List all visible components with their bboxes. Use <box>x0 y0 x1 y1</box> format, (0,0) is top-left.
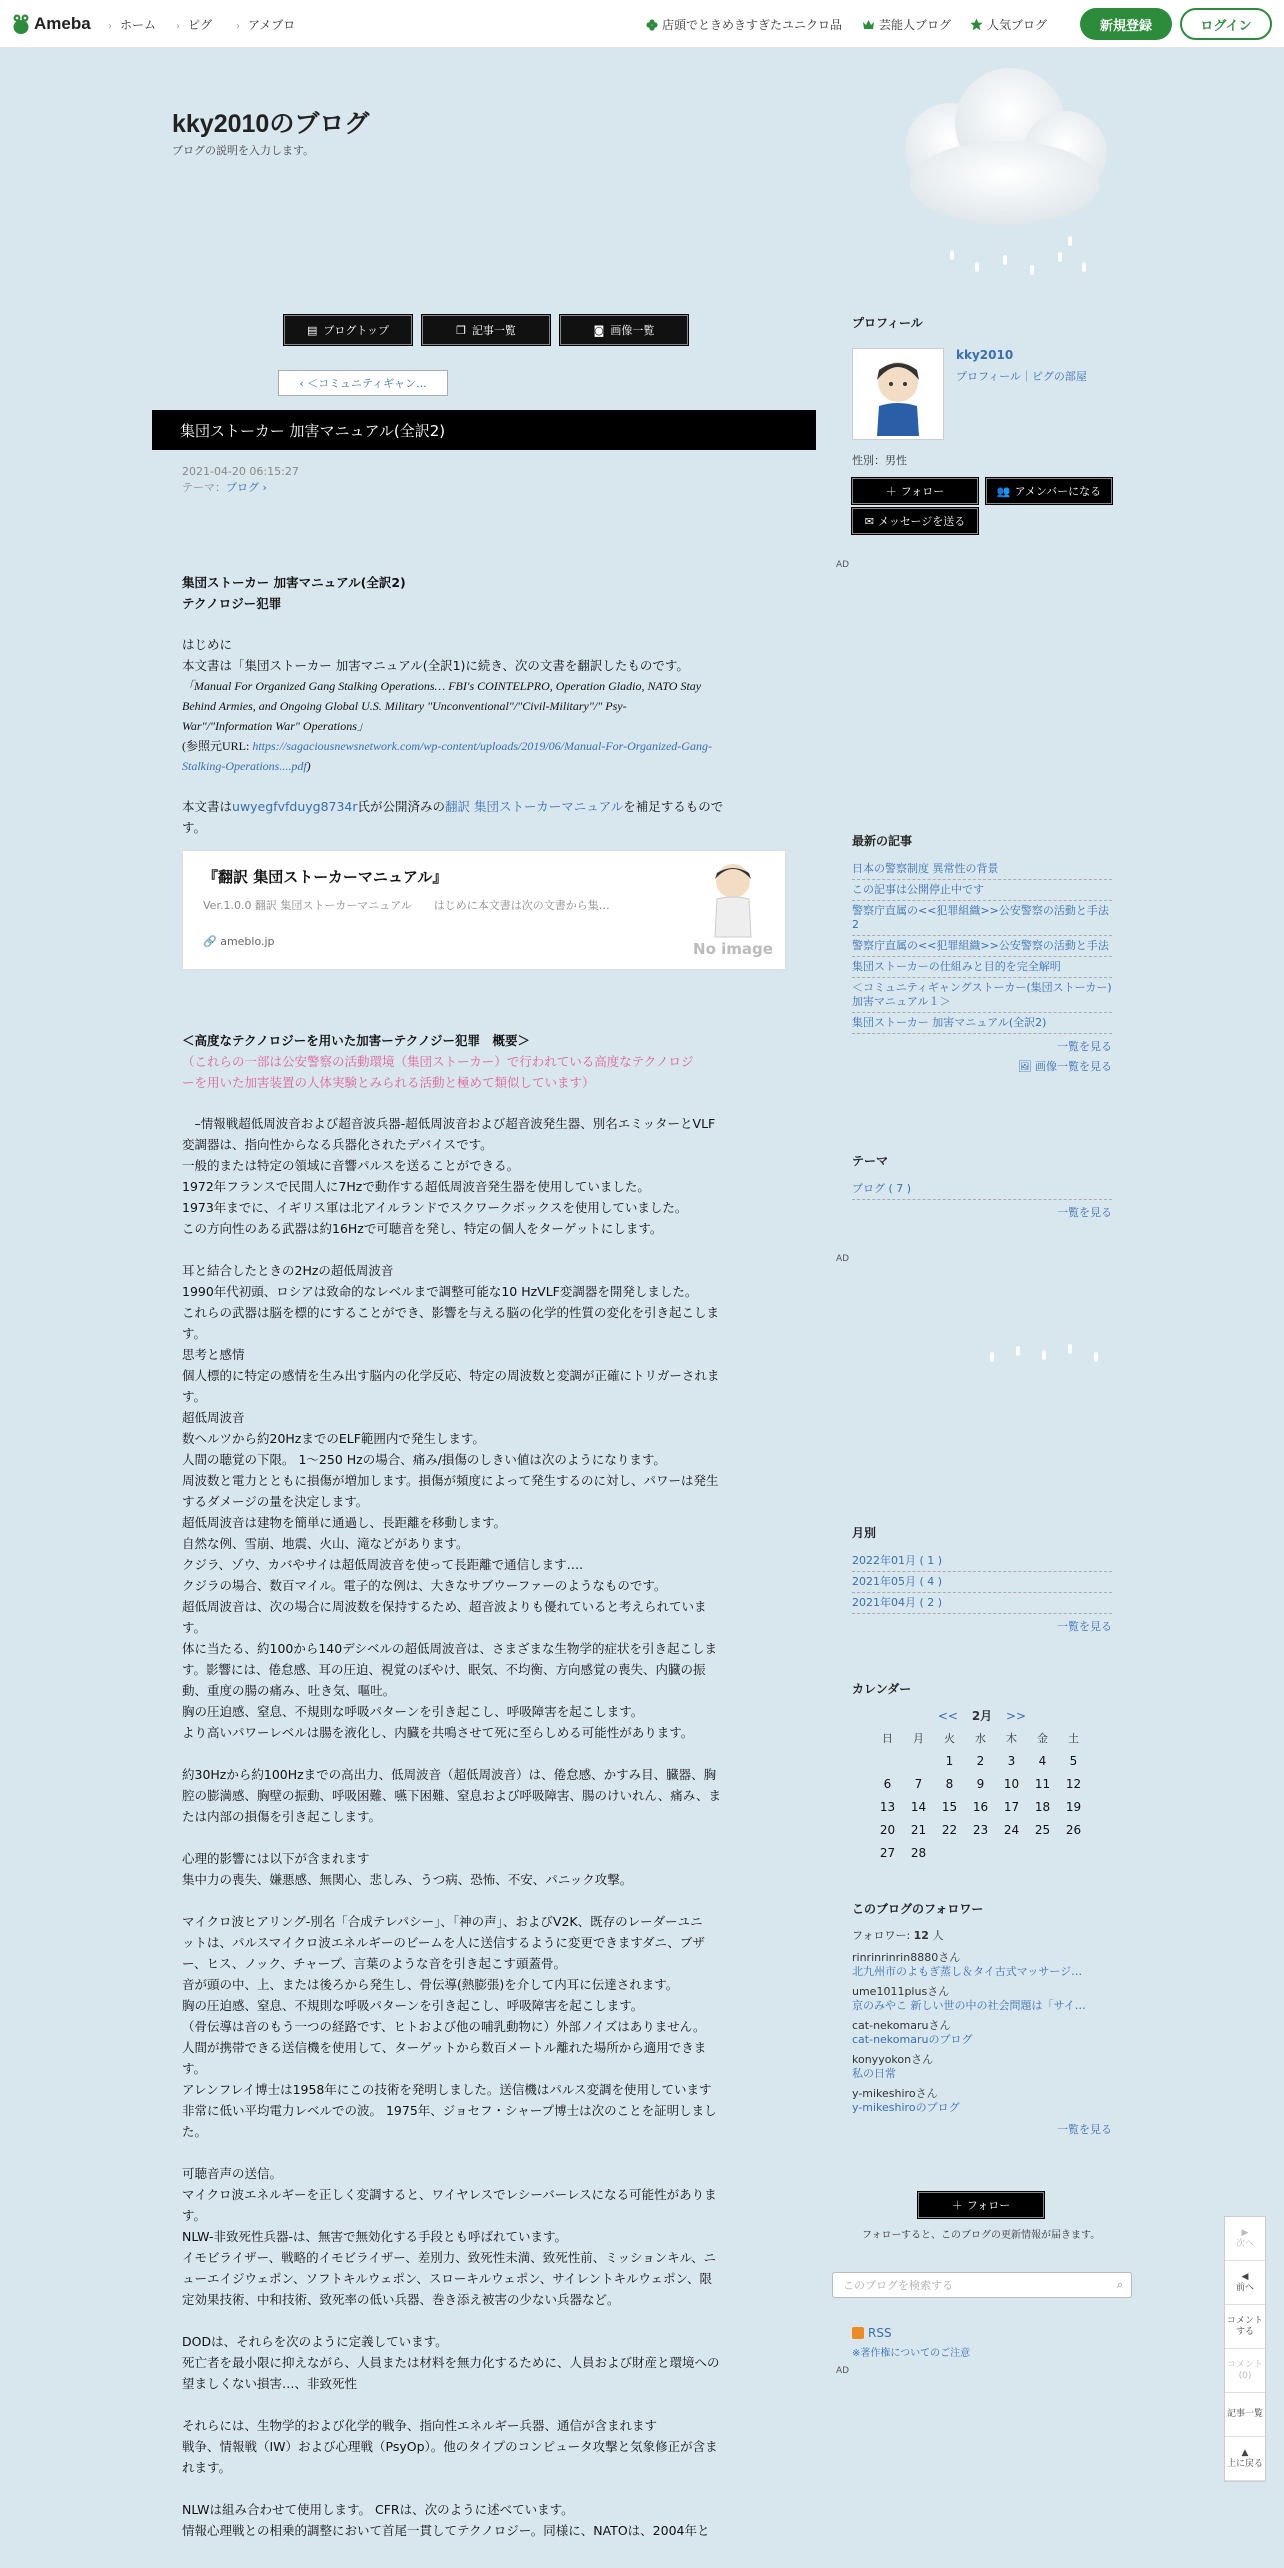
raindrop <box>1058 252 1062 262</box>
popular-blog-label: 人気ブログ <box>987 18 1048 32</box>
raindrop <box>1082 262 1086 272</box>
article-line: マイクロ波ヒアリング-別名「合成テレパシー」、「神の声」、およびV2K、既存のレーダーユニ <box>182 1914 703 1929</box>
calendar-day: 23 <box>972 1822 989 1837</box>
calendar-heading: カレンダー <box>852 1682 912 1696</box>
calendar-day: 9 <box>976 1776 985 1791</box>
calendar-day: 13 <box>879 1799 896 1814</box>
mail-icon: ✉ <box>864 514 874 528</box>
monthly-section <box>852 1524 1112 1634</box>
section-note: （これらの一部は公安警察の活動環境（集団ストーカー）で行われている高度なテクノロジ <box>182 1054 694 1069</box>
article-heading: 集団ストーカー 加害マニュアル(全訳2) <box>182 575 406 590</box>
article-line: 耳と結合したときの2Hzの超低周波音 <box>182 1263 394 1278</box>
followers-more-link[interactable]: 一覧を見る <box>1057 2123 1112 2136</box>
previous-post-link[interactable] <box>278 370 448 396</box>
rss-link[interactable] <box>852 2326 892 2340</box>
calendar-day: 22 <box>941 1822 958 1837</box>
follower-name[interactable]: y-mikeshiroさん <box>852 2087 938 2100</box>
card-domain-label: ameblo.jp <box>220 935 275 948</box>
calendar-weekday: 火 <box>944 1731 955 1745</box>
article-line: 変調器は、指向性からなる兵器化されたデバイスです。 <box>182 1137 493 1152</box>
article-line: す。 <box>182 1620 207 1635</box>
month-item-link[interactable]: 2021年04月 ( 2 ) <box>852 1593 1112 1614</box>
article-line: 非常に低い平均電力レベルでの波。 1975年、ジョセフ・シャープ博士は次のことを証明しまし <box>182 2103 717 2118</box>
article-line: 腔の膨満感、胸壁の振動、呼吸困難、嚥下困難、窒息および呼吸障害、腸のけいれん、痛み、ま <box>182 1788 722 1803</box>
floating-navigation <box>1224 2216 1266 2482</box>
followers-section <box>852 1900 1112 2137</box>
message-label: メッセージを送る <box>877 515 966 528</box>
section-title: ＜高度なテクノロジーを用いた加害ーテクノジー犯罪 概要＞ <box>182 1033 531 1048</box>
article-list-label: 記事一覧 <box>471 324 516 337</box>
calendar-day: 12 <box>1065 1776 1082 1791</box>
english-title-line: 「Manual For Organized Gang Stalking Operations… FBI's COINTELPRO, Operation Gladio, NATO Stay <box>182 679 702 693</box>
card-title: 『翻訳 集団ストーカーマニュアル』 <box>203 868 448 886</box>
article-line: 可聴音声の送信。 <box>182 2166 283 2181</box>
article-line: す。 <box>182 1389 207 1404</box>
calendar-day: 14 <box>910 1799 927 1814</box>
follower-blog-link[interactable]: 京のみやこ 新しい世の中の社会問題は「サイ… <box>852 1999 1086 2012</box>
calendar-day: 25 <box>1034 1822 1051 1837</box>
theme-item-link[interactable]: ブログ ( 7 ) <box>852 1179 1112 1200</box>
raindrop <box>975 262 979 272</box>
article-line <box>182 1743 786 1764</box>
previous-label: 前へ <box>1235 2282 1254 2293</box>
article-line: す。 <box>182 1326 207 1341</box>
calendar-day: 10 <box>1003 1776 1020 1791</box>
rss-label: RSS <box>868 2326 892 2340</box>
article-line: 一般的または特定の領域に音響パルスを送ることができる。 <box>182 1158 520 1173</box>
clover-icon <box>646 19 658 31</box>
article-line: 個人標的に特定の感情を生み出す脳内の化学反応、特定の周波数と変調が正確にトリガーされま <box>182 1368 720 1383</box>
calendar-day: 16 <box>972 1799 989 1814</box>
back-to-top-button[interactable] <box>1225 2437 1265 2481</box>
article-line: DODは、それらを次のように定義しています。 <box>182 2334 448 2349</box>
article-line <box>182 1239 786 1260</box>
raindrop <box>990 1352 994 1362</box>
reference-label: (参照元URL: <box>182 739 253 753</box>
blog-description: ブログの説明を入力します。 <box>172 144 315 157</box>
english-title-line: Behind Armies, and Ongoing Global U.S. Military "Unconventional"/"Civil-Military"/" Psy- <box>182 699 627 713</box>
recent-post-link[interactable]: ＜コミュニティギャングストーカー(集団ストーカー)加害マニュアル１＞ <box>852 978 1112 1013</box>
follower-name[interactable]: ume1011plusさん <box>852 1985 950 1998</box>
article-line <box>182 2142 786 2163</box>
calendar-day: 27 <box>879 1845 896 1860</box>
link-icon: 🔗 <box>203 935 217 948</box>
previous-arrow-icon: ◀ <box>1241 2271 1249 2282</box>
article-list-float-label: 記事一覧 <box>1226 2409 1263 2419</box>
recent-post-link[interactable]: 集団ストーカーの仕組みと目的を完全解明 <box>852 957 1112 978</box>
raindrop <box>1030 265 1034 275</box>
celebrity-blog-label: 芸能人ブログ <box>879 18 952 32</box>
article-list-float-button[interactable] <box>1225 2393 1265 2437</box>
celebrity-blog-link[interactable] <box>862 16 951 33</box>
article-line: 望ましくない損害…、非致死性 <box>182 2376 358 2391</box>
comment-count-button[interactable] <box>1225 2349 1265 2393</box>
theme-section <box>852 1152 1112 1220</box>
chevron-left-icon: ‹ <box>299 376 308 390</box>
reference-url-link[interactable]: Stalking-Operations....pdf <box>182 759 307 773</box>
plus-icon: ＋ <box>885 485 897 498</box>
theme-link[interactable]: ブログ <box>226 481 259 494</box>
article-line: 自然な例、雪崩、地震、火山、滝などがあります。 <box>182 1536 469 1551</box>
blog-top-label: ブログトップ <box>323 324 390 337</box>
calendar-weekday: 金 <box>1037 1731 1048 1745</box>
calendar-month: 2月 <box>971 1709 993 1723</box>
recent-post-link[interactable]: 警察庁直属の<<犯罪組織>>公安警察の活動と手法2 <box>852 901 1112 936</box>
cloud-decoration <box>880 68 1130 248</box>
star-icon <box>970 18 983 31</box>
author-link[interactable]: uwyegfvfduyg8734r <box>232 799 358 814</box>
article-line: 人間が携帯できる送信機を使用して、ターゲットから数百メートル離れた場所から適用できま <box>182 2040 707 2055</box>
follower-item <box>852 2053 1112 2081</box>
article-line: するダメージの量を決定します。 <box>182 1494 369 1509</box>
nav-pigg[interactable] <box>176 16 212 33</box>
calendar-day: 21 <box>910 1822 927 1837</box>
image-list-link[interactable]: 画像一覧を見る <box>1035 1060 1112 1073</box>
calendar-weekday: 日 <box>882 1731 893 1745</box>
raindrop <box>1016 1346 1020 1356</box>
article-line <box>182 1827 786 1848</box>
post-meta <box>182 464 299 496</box>
copyright-link[interactable]: ※著作権についてのご注意 <box>852 2348 971 2359</box>
article-line: クジラの場合、数百マイル。電子的な例は、大きなサブウーファーのようなものです。 <box>182 1578 667 1593</box>
article-line: これらの武器は脳を標的にすることができ、影響を与える脳の化学的性質の変化を引き起こしま <box>182 1305 720 1320</box>
calendar-month-nav <box>852 1707 1112 1724</box>
logo-text: Ameba <box>34 14 91 33</box>
calendar-day: 19 <box>1065 1799 1082 1814</box>
follower-blog-link[interactable]: y-mikeshiroのブログ <box>852 2101 960 2114</box>
message-button[interactable] <box>852 508 978 534</box>
image-list-label: 画像一覧 <box>610 324 655 337</box>
intro-text: 本文書は「集団ストーカー 加害マニュアル(全訳1)に続き、次の文書を翻訳したものです。 <box>182 658 689 673</box>
image-icon: 🖼 <box>1017 1060 1032 1073</box>
article-line: 死亡者を最小限に抑えながら、人員または材料を無力化するために、人員および財産と環境への <box>182 2355 720 2370</box>
article-line: 集中力の喪失、嫌悪感、無関心、悲しみ、うつ病、恐怖、不安、パニック攻撃。 <box>182 1872 633 1887</box>
previous-post-button[interactable] <box>1225 2261 1265 2305</box>
monthly-heading: 月別 <box>852 1526 877 1540</box>
comment-button[interactable] <box>1225 2305 1265 2349</box>
followers-list <box>852 1951 1112 2115</box>
back-to-top-label: 上に戻る <box>1226 2458 1263 2469</box>
supplement-text: を補足するもので <box>623 799 724 814</box>
chevron-right-icon: › <box>236 21 240 32</box>
follower-item <box>852 1985 1112 2013</box>
blog-title[interactable]: kky2010のブログ <box>172 110 370 138</box>
article-line: 1972年フランスで民間人に7Hzで動作する超低周波音発生器を使用していました。 <box>182 1179 650 1194</box>
calendar-weekday: 月 <box>913 1731 924 1745</box>
article-line: マイクロ波エネルギーを正しく変調すると、ワイヤレスでレシーバーレスになる可能性がありま <box>182 2187 717 2202</box>
blog-top-button[interactable] <box>284 315 412 345</box>
profile-username[interactable]: kky2010 <box>956 348 1014 362</box>
card-thumbnail <box>683 859 783 963</box>
raindrop <box>1042 1350 1046 1360</box>
recent-post-link[interactable]: 集団ストーカー 加害マニュアル(全訳2) <box>852 1013 1112 1034</box>
follower-blog-link[interactable]: cat-nekomaruのブログ <box>852 2033 973 2046</box>
article-paragraphs <box>182 1113 786 2562</box>
comment-count-label: コメント(0) <box>1226 2359 1263 2381</box>
raindrop <box>1068 236 1072 246</box>
sidebar-follow-label: フォロー <box>966 2199 1011 2212</box>
ad-label: AD <box>836 2366 850 2376</box>
calendar-next[interactable]: >> <box>1006 1709 1027 1723</box>
calendar-weekday: 土 <box>1068 1731 1079 1745</box>
search-icon[interactable]: ⌕ <box>1116 2278 1123 2291</box>
nav-pigg-label: ピグ <box>188 18 213 32</box>
supplement-text: 氏が公開済みの <box>357 799 446 814</box>
next-arrow-icon: ▶ <box>1241 2227 1249 2238</box>
comment-label: コメントする <box>1226 2315 1263 2337</box>
article-line: NLWは組み合わせて使用します。 CFRは、次のように述べています。 <box>182 2502 574 2517</box>
ad-label: AD <box>836 560 850 570</box>
article-line: 人間の聴覚の下限。 1〜250 Hzの場合、痛み/損傷のしきい値は次のようになります。 <box>182 1452 666 1467</box>
ameba-logo[interactable] <box>12 12 91 36</box>
image-list-button[interactable] <box>560 315 688 345</box>
article-line: 動、重度の腸の痛み、吐き気、嘔吐。 <box>182 1683 396 1698</box>
avatar-placeholder-icon <box>703 859 763 939</box>
followers-heading: このブログのフォロワー <box>852 1902 984 1916</box>
document-icon: ▤ <box>306 323 318 337</box>
calendar-weekday: 木 <box>1006 1731 1017 1745</box>
article-line <box>182 2541 786 2562</box>
article-line <box>182 2310 786 2331</box>
calendar-prev[interactable]: << <box>937 1709 958 1723</box>
chevron-right-icon: › <box>259 481 267 494</box>
followers-count-value: 12 <box>913 1929 929 1942</box>
calendar-day <box>965 1841 996 1864</box>
previous-post-label: ＜コミュニティギャン... <box>307 377 427 390</box>
article-line: 思考と感情 <box>182 1347 245 1362</box>
article-line: 超低周波音 <box>182 1410 245 1425</box>
intro-heading: はじめに <box>182 637 233 652</box>
article-line: た。 <box>182 2124 208 2139</box>
article-body <box>182 572 786 2562</box>
article-line: たは内部の損傷を引き起こします。 <box>182 1809 382 1824</box>
article-list-button[interactable] <box>422 315 550 345</box>
recent-post-link[interactable]: 警察庁直属の<<犯罪組織>>公安警察の活動と手法 <box>852 936 1112 957</box>
supplement-text: 本文書は <box>182 799 233 814</box>
nav-ameblo[interactable] <box>236 16 295 33</box>
nav-home[interactable] <box>108 16 156 33</box>
article-line: イモビライザー、戦略的イモビライザー、差別力、致死性未満、致死性前、ミッションキル、ニ <box>182 2250 717 2265</box>
article-line: ットは、パルスマイクロ波エネルギーのビームを人に送信するように変更できますダニ、ブザ <box>182 1935 705 1950</box>
search-placeholder: このブログを検索する <box>843 2279 953 2292</box>
crown-icon <box>862 19 875 30</box>
popular-blog-link[interactable] <box>970 16 1047 33</box>
article-line: 体に当たる、約100から140デシベルの超低周波音は、さまざまな生物学的症状を引き起こしま <box>182 1641 717 1656</box>
calendar-day: 11 <box>1034 1776 1051 1791</box>
post-title[interactable]: 集団ストーカー 加害マニュアル(全訳2) <box>152 410 816 450</box>
article-line: 情報心理戦との相乗的調整において首尾一貫してテクノロジー。同様に、NATOは、2004年と <box>182 2523 710 2538</box>
calendar-day <box>1058 1841 1089 1864</box>
supplement-text: す。 <box>182 820 207 835</box>
article-line: 胸の圧迫感、窒息、不規則な呼吸パターンを引き起こし、呼吸障害を起こします。 <box>182 1704 644 1719</box>
article-line <box>182 1890 786 1911</box>
post-date: 2021-04-20 06:15:27 <box>182 465 299 478</box>
next-post-button[interactable] <box>1225 2217 1265 2261</box>
followers-count-label: フォロワー: <box>852 1929 914 1942</box>
raindrop <box>1003 255 1007 265</box>
theme-label: テーマ： <box>182 481 226 494</box>
article-line: 数ヘルツから約20HzまでのELF範囲内で発生します。 <box>182 1431 485 1446</box>
sidebar-follow-button[interactable] <box>918 2192 1044 2218</box>
follower-name[interactable]: konyyokonさん <box>852 2053 934 2066</box>
follow-note: フォローすると、このブログの更新情報が届きます。 <box>862 2230 1101 2241</box>
article-line: それらには、生物学的および化学的戦争、指向性エネルギー兵器、通信が含まれます <box>182 2418 658 2433</box>
calendar-day: 20 <box>879 1822 896 1837</box>
raindrop <box>1068 1344 1072 1354</box>
article-line: アレンフレイ博士は1958年にこの技術を発明しました。送信機はパルス変調を使用しています <box>182 2082 712 2097</box>
follower-blog-link[interactable]: 北九州市のよもぎ蒸し＆タイ古式マッサージ… <box>852 1965 1083 1978</box>
up-arrow-icon: ▲ <box>1241 2447 1249 2458</box>
article-line: 音が頭の中、上、または後ろから発生し、骨伝導(熱膨張)を介して内耳に伝達されます。 <box>182 1977 679 1992</box>
article-line: より高いパワーレベルは腸を液化し、内臓を共鳴させて死に至らしめる可能性があります。 <box>182 1725 694 1740</box>
manual-link[interactable]: 翻訳 集団ストーカーマニュアル <box>445 799 624 814</box>
plus-icon: ＋ <box>951 2199 963 2212</box>
top-navigation-bar <box>0 0 1284 48</box>
ameba-frog-icon <box>12 13 30 35</box>
calendar-section <box>852 1680 1112 1864</box>
calendar-day: 18 <box>1034 1799 1051 1814</box>
calendar-day: 26 <box>1065 1822 1082 1837</box>
article-line: この方向性のある武器は約16Hzで可聴音を発し、特定の個人をターゲットにします。 <box>182 1221 663 1236</box>
article-line: 1990年代初頭、ロシアは致命的なレベルまで調整可能な10 HzVLF変調器を開発しました。 <box>182 1284 698 1299</box>
month-item-link[interactable]: 2021年05月 ( 4 ) <box>852 1572 1112 1593</box>
follower-blog-link[interactable]: 私の日常 <box>852 2067 896 2080</box>
nav-ameblo-label: アメブロ <box>248 18 296 32</box>
recent-posts-list <box>852 859 1112 1034</box>
follower-item <box>852 2087 1112 2115</box>
copy-icon: ❐ <box>456 323 466 337</box>
monthly-more-link[interactable]: 一覧を見る <box>1057 1620 1112 1633</box>
calendar-day: 4 <box>1038 1753 1047 1768</box>
nav-home-label: ホーム <box>120 18 157 32</box>
profile-links[interactable]: プロフィール｜ピグの部屋 <box>956 370 1087 383</box>
article-line: す。影響には、倦怠感、耳の圧迫、視覚のぼやけ、眠気、不均衡、方向感覚の喪失、内臓の振 <box>182 1662 706 1677</box>
calendar-day <box>996 1841 1027 1864</box>
camera-icon: ◙ <box>593 323 605 337</box>
article-line <box>182 2394 786 2415</box>
calendar-day: 15 <box>941 1799 958 1814</box>
profile-avatar[interactable] <box>852 348 944 440</box>
calendar-weekday: 水 <box>975 1731 986 1745</box>
follower-item <box>852 2019 1112 2047</box>
calendar-day <box>872 1749 903 1772</box>
chevron-right-icon: › <box>176 21 180 32</box>
rss-icon <box>852 2327 864 2339</box>
avatar-icon <box>863 352 933 436</box>
amember-button[interactable] <box>986 478 1112 504</box>
card-summary: Ver.1.0.0 翻訳 集団ストーカーマニュアル はじめに本文書は次の文書から集… <box>203 899 610 912</box>
theme-heading: テーマ <box>852 1154 889 1168</box>
chevron-right-icon: › <box>108 21 112 32</box>
article-line: 超低周波音は建物を簡単に通過し、長距離を移動します。 <box>182 1515 507 1530</box>
recent-posts-heading: 最新の記事 <box>852 834 913 848</box>
article-line: 戦争、情報戦（IW）および心理戦（PsyOp）。他のタイプのコンピュータ攻撃と気象修正が含ま <box>182 2439 718 2454</box>
article-line <box>182 2478 786 2499</box>
calendar-day: 5 <box>1069 1753 1078 1768</box>
calendar-day: 3 <box>1007 1753 1016 1768</box>
article-line: 定効果技術、中和技術、致死率の低い兵器、巻き添え被害の少ない兵器など。 <box>182 2292 620 2307</box>
followers-count-unit: 人 <box>928 1929 944 1942</box>
article-subheading: テクノロジー犯罪 <box>182 596 282 611</box>
profile-heading: プロフィール <box>852 316 923 330</box>
amember-label: アメンバーになる <box>1014 485 1102 498</box>
ad-label: AD <box>836 1254 850 1264</box>
english-title-line: War"/"Information War" Operations」 <box>182 719 369 733</box>
article-line: 1973年までに、イギリス軍は北アイルランドでスクワークボックスを使用していました。 <box>182 1200 688 1215</box>
next-label: 次へ <box>1235 2238 1254 2249</box>
reference-url-link[interactable]: https://sagaciousnewsnetwork.com/wp-content/uploads/2019/06/Manual-For-Organized-Gang- <box>252 739 712 753</box>
calendar-day: 8 <box>945 1776 954 1791</box>
article-line: クジラ、ゾウ、カバやサイは超低周波音を使って長距離で通信します…. <box>182 1557 584 1572</box>
article-line: 心理的影響には以下が含まれます <box>182 1851 370 1866</box>
month-item-link[interactable]: 2022年01月 ( 1 ) <box>852 1551 1112 1572</box>
follow-button[interactable] <box>852 478 978 504</box>
article-line: –情報戦超低周波音および超音波兵器-超低周波音および超音波発生器、別名エミッターとVLF <box>182 1116 716 1131</box>
raindrop <box>950 250 954 260</box>
article-line: NLW-非致死性兵器-は、無害で無効化する手段とも呼ばれています。 <box>182 2229 568 2244</box>
theme-list <box>852 1179 1112 1200</box>
followers-count <box>852 1927 1112 1943</box>
calendar-day: 2 <box>976 1753 985 1768</box>
people-icon: 👥 <box>996 484 1011 498</box>
follower-name[interactable]: rinrinrinrin8880さん <box>852 1951 961 1964</box>
article-line: 胸の圧迫感、窒息、不規則な呼吸パターンを引き起こし、呼吸障害を起こします。 <box>182 1998 644 2013</box>
article-line: ー、ヒス、ノック、チャープ、言葉のような音を引き起こす頭蓋骨。 <box>182 1956 567 1971</box>
follower-item <box>852 1951 1112 1979</box>
recent-post-link[interactable]: この記事は公開停止中です <box>852 880 1112 901</box>
article-line: 約30Hzから約100Hzまでの高出力、低周波音（超低周波音）は、倦怠感、かすみ目、臓器、胸 <box>182 1767 717 1782</box>
article-line: （骨伝導は音のもう一つの経路です、ヒトおよび他の哺乳動物に）外部ノイズはありません。 <box>182 2019 706 2034</box>
register-button[interactable]: 新規登録 <box>1080 8 1172 40</box>
calendar-table <box>872 1726 1089 1864</box>
calendar-day: 24 <box>1003 1822 1020 1837</box>
calendar-day: 1 <box>945 1753 954 1768</box>
theme-more-link[interactable]: 一覧を見る <box>1057 1206 1112 1219</box>
calendar-day <box>903 1749 934 1772</box>
no-image-label: No image <box>693 940 773 958</box>
calendar-day <box>1027 1841 1058 1864</box>
article-line: す。 <box>182 2061 207 2076</box>
article-line: 超低周波音は、次の場合に周波数を保持するため、超音波よりも優れていると考えられていま <box>182 1599 707 1614</box>
uniqlo-link-label: 店頭でときめきすぎたユニクロ品 <box>662 18 843 32</box>
login-button[interactable]: ログイン <box>1180 8 1272 40</box>
article-line: す。 <box>182 2208 207 2223</box>
article-line: ューエイジウェポン、ソフトキルウェポン、スローキルウェポン、サイレントキルウェポン、限 <box>182 2271 712 2286</box>
blog-search-input[interactable] <box>832 2272 1132 2298</box>
recent-post-link[interactable]: 日本の警察制度 異常性の背景 <box>852 859 1112 880</box>
card-domain <box>203 931 275 952</box>
calendar-day: 17 <box>1003 1799 1020 1814</box>
follow-label: フォロー <box>900 485 945 498</box>
reference-close: ) <box>306 759 311 773</box>
raindrop <box>1094 1352 1098 1362</box>
recent-posts-section <box>852 832 1112 1074</box>
calendar-day: 6 <box>883 1776 892 1791</box>
calendar-day: 7 <box>914 1776 923 1791</box>
article-line: 周波数と電力とともに損傷が増加します。損傷が頻度によって発生するのに対し、パワーは発生 <box>182 1473 719 1488</box>
article-line: れます。 <box>182 2460 232 2475</box>
calendar-day: 28 <box>910 1845 927 1860</box>
follower-name[interactable]: cat-nekomaruさん <box>852 2019 951 2032</box>
link-card[interactable] <box>182 850 786 970</box>
monthly-list <box>852 1551 1112 1614</box>
recent-more-link[interactable]: 一覧を見る <box>1057 1040 1112 1053</box>
uniqlo-link[interactable] <box>646 16 842 33</box>
profile-gender: 性別：男性 <box>852 454 907 467</box>
section-note: ーを用いた加害装置の人体実験とみられる活動と極めて類似しています） <box>182 1075 595 1090</box>
calendar-day <box>934 1841 965 1864</box>
